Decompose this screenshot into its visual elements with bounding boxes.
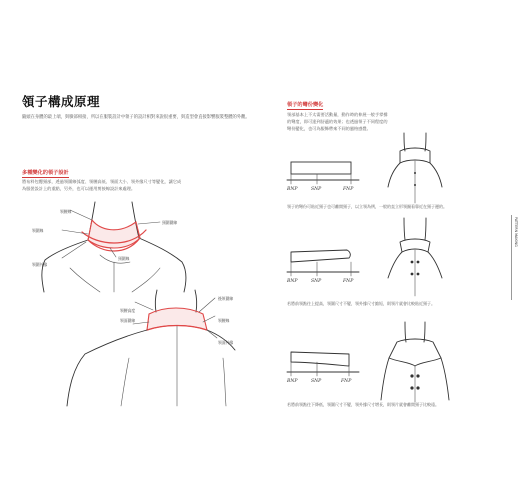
edge-tab-label: PATTERN MAKING bbox=[514, 217, 518, 247]
caption-standing-collar: 領子的彎份可貼近頸子也可離開頸子，以立領為例，一般的直立形領圈看靠近在頸子邊的。 bbox=[287, 204, 447, 209]
axis-fnp-3: FNP bbox=[341, 379, 352, 384]
section-title-collar-curve: 領子的彎份變化 bbox=[287, 102, 324, 108]
open-collar-figure bbox=[385, 322, 445, 402]
label-neck-around: 頸圍圍線 bbox=[162, 220, 178, 225]
label-back-neck-point: 後領圍線 bbox=[218, 296, 234, 301]
axis-fnp-2: FNP bbox=[343, 279, 354, 284]
label-collar-fold: 領面圍線 bbox=[120, 318, 136, 323]
axis-snp-1: SNP bbox=[311, 187, 322, 192]
axis-snp-3: SNP bbox=[311, 379, 322, 384]
back-collar-illustration bbox=[95, 288, 245, 408]
label-collar-height: 領腰高度 bbox=[120, 308, 136, 313]
label-collar-outer: 領圍外緣 bbox=[32, 262, 48, 267]
axis-fnp-1: FNP bbox=[343, 187, 354, 192]
label-neck-line: 領腰線 bbox=[60, 209, 72, 214]
collar-curve-paragraph: 領部基本上不太需要活動量，動作時的伸展一般手掌撐的彎度，即可達到舒適的效果；也透過領子不同程度的彎份變化，也可為服飾帶來不同的風格感覺。 bbox=[287, 112, 388, 132]
intro-paragraph: 隨頭在身體的最上端，與臉部相接，所以在服裝設計中領子的設計相對來說很重要，與造型會直接影響服裝整體的外觀。 bbox=[22, 115, 250, 120]
standing-collar-figure bbox=[390, 133, 440, 203]
page-title: 領子構成原理 bbox=[22, 94, 101, 109]
axis-bnp-3: BNP bbox=[287, 379, 298, 384]
downward-collar-pattern bbox=[287, 348, 367, 393]
axis-bnp-1: BNP bbox=[287, 187, 298, 192]
collar-design-paragraph: 將布料包覆頸部，透過領圍線弧度、領腰高低、領面大小、領外緣尺寸等變化，讓它成為服裝設計上的重點，另外，也可以運用剪接線設計來處理。 bbox=[22, 179, 182, 192]
upward-collar-pattern bbox=[287, 248, 367, 293]
caption-downward-collar: 若將前領點往下降低，領圍尺寸不變，領外緣尺寸增長，則領片就會離開頸子比較遠。 bbox=[287, 402, 439, 407]
label-neck-base: 頸圍線 bbox=[118, 256, 130, 261]
label-collar-band: 領圍線 bbox=[32, 228, 44, 233]
label-band-line: 領腰線 bbox=[218, 318, 230, 323]
axis-bnp-2: BNP bbox=[287, 279, 298, 284]
section-title-collar-design: 多種變化的領子設計 bbox=[22, 170, 69, 176]
close-collar-figure bbox=[390, 218, 440, 296]
straight-collar-pattern bbox=[287, 160, 367, 200]
label-collar-outer-edge: 領面外緣 bbox=[218, 340, 234, 345]
caption-upward-collar: 若將前領點往上提高，領圍尺寸不變，領外緣尺寸縮短，則領片就會比較貼近頸子。 bbox=[287, 301, 435, 306]
axis-snp-2: SNP bbox=[311, 279, 322, 284]
